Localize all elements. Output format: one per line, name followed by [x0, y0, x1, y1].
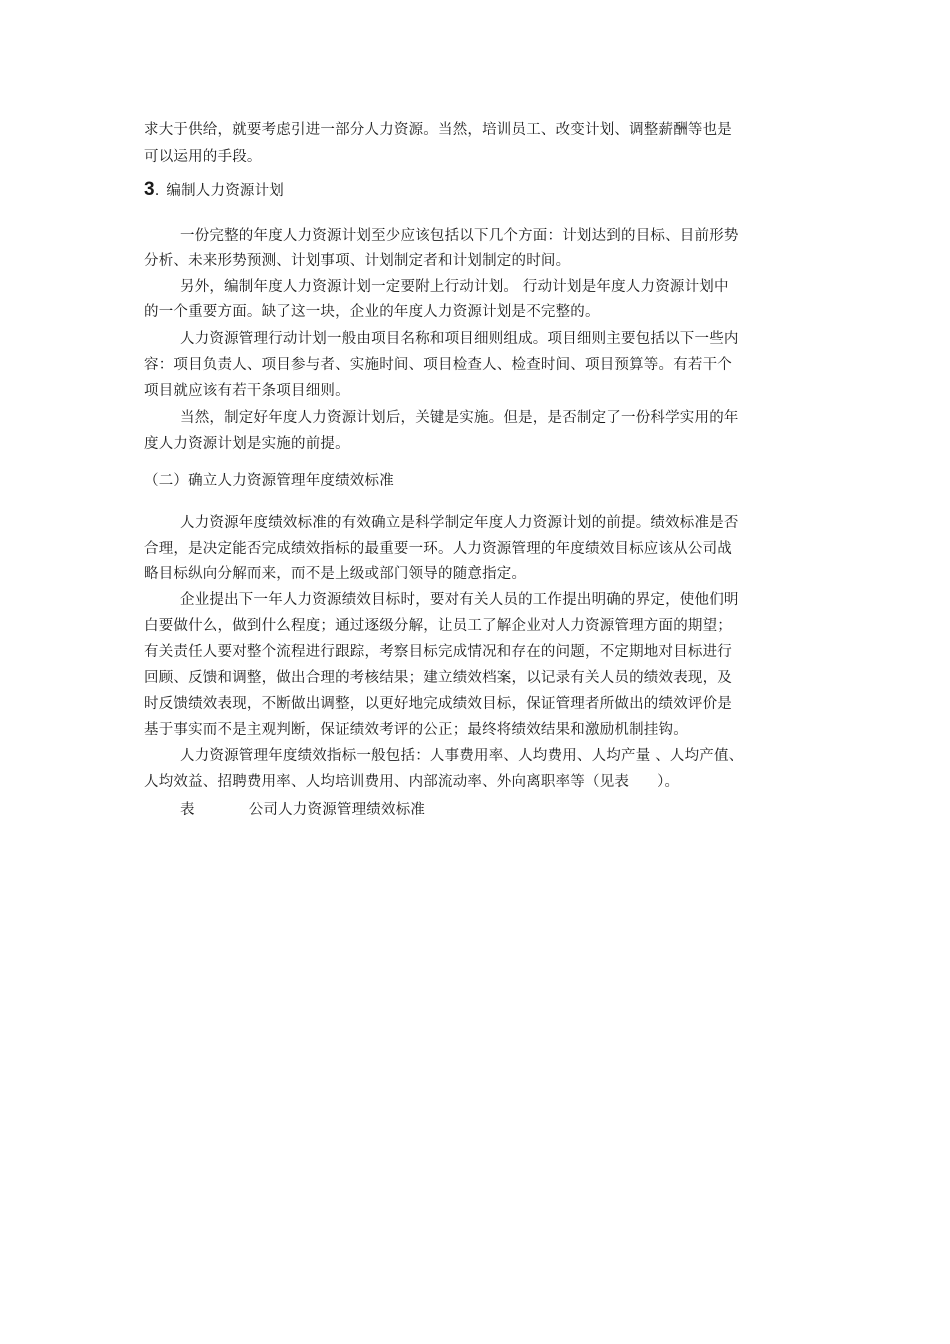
paragraph-line: 基于事实而不是主观判断，保证绩效考评的公正；最终将绩效结果和激励机制挂钩。	[144, 722, 688, 738]
paragraph-line: 时反馈绩效表现，不断做出调整，以更好地完成绩效目标，保证管理者所做出的绩效评价是	[144, 696, 732, 712]
paragraph-line: 度人力资源计划是实施的前提。	[144, 436, 350, 452]
subsection-heading: （二）确立人力资源管理年度绩效标准	[144, 473, 394, 489]
table-caption	[180, 800, 425, 820]
paragraph-line: 白要做什么，做到什么程度；通过逐级分解，让员工了解企业对人力资源管理方面的期望；	[144, 618, 732, 634]
intro-line-1: 求大于供给，就要考虑引进一部分人力资源。当然，培训员工、改变计划、调整薪酬等也是	[144, 122, 732, 138]
section-3-heading	[144, 180, 284, 201]
paragraph-line: 合理，是决定能否完成绩效指标的最重要一环。人力资源管理的年度绩效目标应该从公司战	[144, 541, 732, 557]
paragraph-line: 人力资源年度绩效标准的有效确立是科学制定年度人力资源计划的前提。绩效标准是否	[180, 515, 739, 531]
intro-line-2: 可以运用的手段。	[144, 149, 262, 165]
paragraph-line: 当然，制定好年度人力资源计划后，关键是实施。但是，是否制定了一份科学实用的年	[180, 410, 739, 426]
section-number: 3	[144, 179, 155, 200]
paragraph-line: 容：项目负责人、项目参与者、实施时间、项目检查人、检查时间、项目预算等。有若干个	[144, 357, 732, 373]
paragraph-line: 企业提出下一年人力资源绩效目标时，要对有关人员的工作提出明确的界定，使他们明	[180, 592, 739, 608]
text-span: 人均效益、招聘费用率、人均培训费用、内部流动率、外向离职率等（见表	[144, 774, 630, 790]
table-caption-label: 表	[180, 802, 195, 818]
paragraph-line: 另外，编制年度人力资源计划一定要附上行动计划。 行动计划是年度人力资源计划中	[180, 279, 729, 295]
paragraph-line: 一份完整的年度人力资源计划至少应该包括以下几个方面：计划达到的目标、目前形势	[180, 228, 739, 244]
paragraph-line: 项目就应该有若干条项目细则。	[144, 383, 350, 399]
paragraph-line	[144, 772, 679, 792]
paragraph-line: 分析、未来形势预测、计划事项、计划制定者和计划制定的时间。	[144, 253, 571, 269]
section-separator: .	[154, 183, 160, 199]
paragraph-line: 人力资源管理行动计划一般由项目名称和项目细则组成。项目细则主要包括以下一些内	[180, 331, 739, 347]
paragraph-line: 人力资源管理年度绩效指标一般包括：人事费用率、人均费用、人均产量 、人均产值、	[180, 748, 744, 764]
paragraph-line: 回顾、反馈和调整，做出合理的考核结果；建立绩效档案，以记录有关人员的绩效表现，及	[144, 670, 732, 686]
paragraph-line: 有关责任人要对整个流程进行跟踪，考察目标完成情况和存在的问题，不定期地对目标进行	[144, 644, 732, 660]
paragraph-line: 略目标纵向分解而来，而不是上级或部门领导的随意指定。	[144, 566, 527, 582]
section-title: 编制人力资源计划	[166, 183, 285, 199]
text-span: ）。	[657, 774, 680, 790]
paragraph-line: 的一个重要方面。缺了这一块，企业的年度人力资源计划是不完整的。	[144, 304, 600, 320]
table-caption-title: 公司人力资源管理绩效标准	[248, 802, 426, 818]
